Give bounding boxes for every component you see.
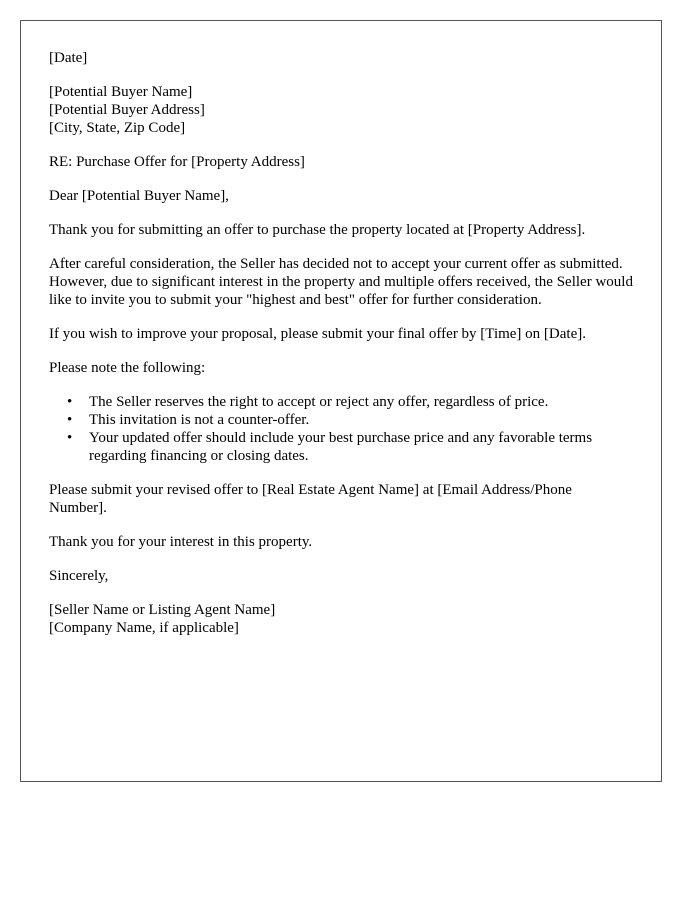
- list-item: [67, 393, 633, 411]
- letter-closing: Sincerely,: [49, 568, 109, 584]
- term-text: This invitation is not a counter-offer.: [89, 412, 310, 428]
- paragraph-note-intro: Please note the following:: [49, 360, 206, 376]
- recipient-address-block: [49, 83, 633, 137]
- bullet-icon: •: [67, 430, 73, 446]
- bullet-icon: •: [67, 394, 73, 410]
- signature-company: [Company Name, if applicable]: [49, 620, 239, 636]
- signature-name: [Seller Name or Listing Agent Name]: [49, 602, 276, 618]
- recipient-city-state-zip: [City, State, Zip Code]: [49, 120, 186, 136]
- terms-list: [49, 393, 633, 465]
- letter-page: [20, 20, 662, 782]
- list-item: [67, 429, 633, 465]
- paragraph-submit: Please submit your revised offer to [Real Estate Agent Name] at [Email Address/Phone Number].: [49, 482, 572, 516]
- bullet-icon: •: [67, 412, 73, 428]
- letter-subject: RE: Purchase Offer for [Property Address]: [49, 154, 305, 170]
- paragraph-thanks: Thank you for submitting an offer to purchase the property located at [Property Address].: [49, 222, 586, 238]
- letter-salutation: Dear [Potential Buyer Name],: [49, 188, 229, 204]
- paragraph-deadline: If you wish to improve your proposal, please submit your final offer by [Time] on [Date].: [49, 326, 586, 342]
- recipient-name: [Potential Buyer Name]: [49, 84, 193, 100]
- recipient-address: [Potential Buyer Address]: [49, 102, 205, 118]
- term-text: Your updated offer should include your best purchase price and any favorable terms regarding financing or closing dates.: [89, 430, 593, 464]
- paragraph-decision: After careful consideration, the Seller has decided not to accept your current offer as submitted. However, due to significant interest in the property and multiple offers received, the Seller would like to invite you to submit your "highest and best" offer for further consideration.: [49, 256, 633, 308]
- signature-block: [49, 601, 633, 637]
- paragraph-closing-thanks: Thank you for your interest in this property.: [49, 534, 313, 550]
- term-text: The Seller reserves the right to accept or reject any offer, regardless of price.: [89, 394, 549, 410]
- letter-date: [Date]: [49, 50, 88, 66]
- list-item: [67, 411, 633, 429]
